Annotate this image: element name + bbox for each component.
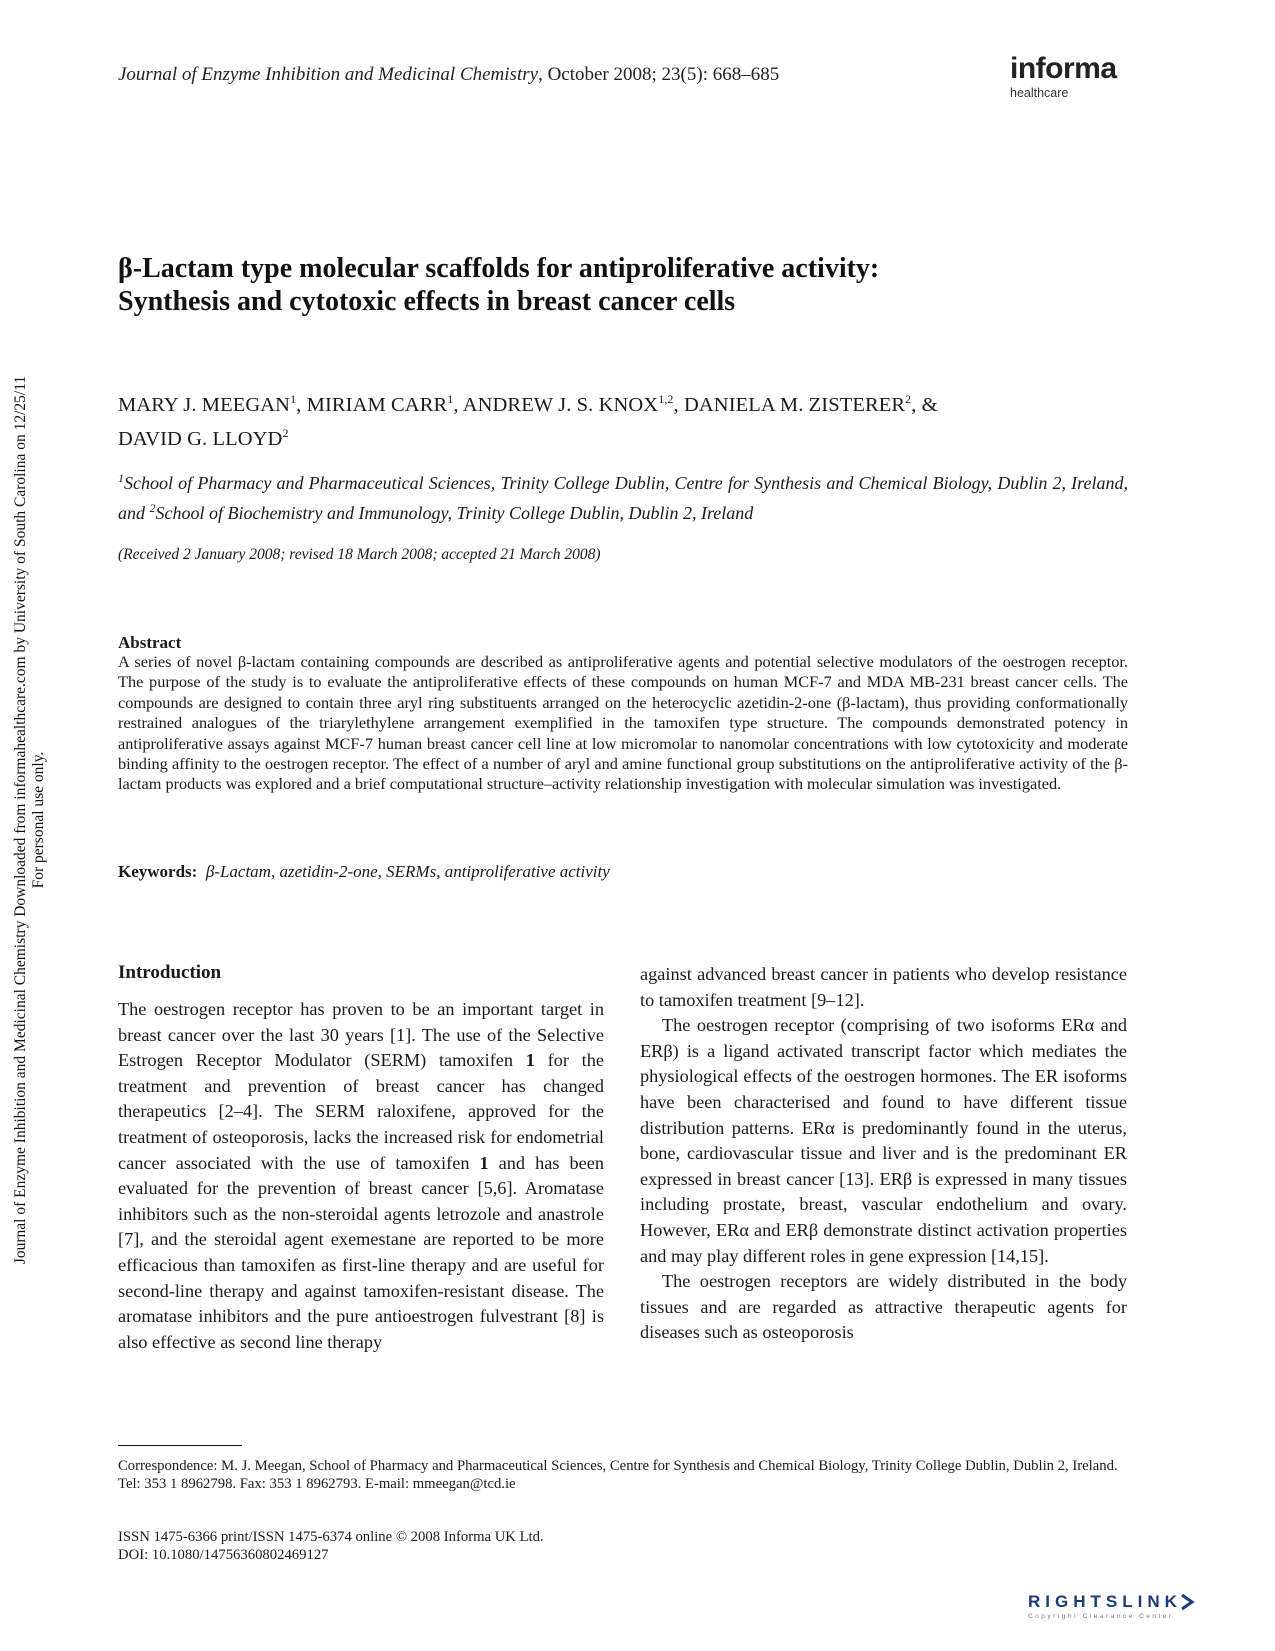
author-name: DANIELA M. ZISTERER	[683, 393, 906, 416]
publication-info	[118, 1528, 818, 1564]
footnote-divider	[118, 1445, 242, 1446]
author-affil-sup: 2	[905, 392, 912, 406]
affiliation-1: School of Pharmacy and Pharmaceutical Sciences, Trinity College Dublin, Centre for Synthesis and Chemical Biology, Dublin 2, Ireland, and	[118, 473, 1128, 523]
journal-citation	[118, 64, 779, 86]
informa-logo	[1010, 54, 1128, 100]
journal-name: Journal of Enzyme Inhibition and Medicinal Chemistry	[118, 64, 539, 85]
compound-ref: 1	[525, 1050, 535, 1071]
author-list	[118, 385, 1128, 453]
compound-ref: 1	[479, 1152, 489, 1173]
author-name: MARY J. MEEGAN	[118, 393, 291, 416]
rightslink-arrow-icon	[1180, 1593, 1196, 1611]
intro-paragraph	[118, 997, 604, 1355]
affiliation-sup: 2	[149, 501, 156, 515]
title-line-1: β-Lactam type molecular scaffolds for antiproliferative activity:	[118, 253, 880, 284]
intro-paragraph: The oestrogen receptors are widely distributed in the body tissues and are regarded as attractive therapeutic agents for diseases such as osteoporosis	[640, 1271, 1127, 1343]
logo-sub-text: healthcare	[1010, 86, 1069, 100]
author-affil-sup: 1	[447, 392, 454, 406]
affiliations	[118, 466, 1128, 526]
rightslink-logo	[1028, 1592, 1248, 1612]
abstract-heading: Abstract	[118, 633, 182, 652]
doi-line: DOI: 10.1080/14756360802469127	[118, 1547, 329, 1563]
logo-main-text: informa	[1010, 52, 1117, 85]
author-name: DAVID G. LLOYD	[118, 427, 283, 450]
author-separator: , &	[911, 393, 938, 416]
intro-text: and has been evaluated for the prevention of breast cancer [5,6]. Aromatase inhibitors such as the non-steroidal agents letrozole and anastrole [7], and the steroidal agent exemestane are reported to be more efficacious than tamoxifen as first-line therapy and are useful for second-line therapy and against tamoxifen-resistant disease. The aromatase inhibitors and the pure antioestrogen fulvestrant [8] is also effective as second line therapy	[118, 1152, 604, 1352]
author-name: MIRIAM CARR	[306, 393, 448, 416]
correspondence-note: Correspondence: M. J. Meegan, School of Pharmacy and Pharmaceutical Sciences, Centre for Synthesis and Chemical Biology, Trinity College Dublin, Dublin 2, Ireland. Tel: 353 1 8962798. Fax: 353 1 8962793. E-mail: mmeegan@tcd.ie	[118, 1458, 1118, 1492]
received-dates: (Received 2 January 2008; revised 18 March 2008; accepted 21 March 2008)	[118, 546, 601, 563]
author-affil-sup: 2	[282, 425, 289, 440]
right-column	[640, 962, 1127, 1346]
rightslink-badge[interactable]	[1028, 1592, 1248, 1630]
title-line-2: Synthesis and cytotoxic effects in breast cancer cells	[118, 286, 736, 317]
rightslink-subtext: Copyright Clearance Center	[1028, 1613, 1174, 1620]
author-separator: ,	[296, 393, 307, 416]
author-affil-sup: 1	[290, 392, 297, 406]
author-name: ANDREW J. S. KNOX	[462, 393, 659, 416]
journal-issue: , October 2008; 23(5): 668–685	[538, 64, 780, 85]
keywords-text: β-Lactam, azetidin-2-one, SERMs, antiproliferative activity	[205, 862, 610, 881]
side-note-line1: Journal of Enzyme Inhibition and Medicinal Chemistry Downloaded from informahealthcare.com by University of South Carolina on 12/25/11	[12, 375, 29, 1265]
side-note-line2: For personal use only.	[30, 751, 47, 889]
keywords	[118, 862, 1128, 882]
article-title	[118, 252, 1128, 318]
affiliation-sup: 1	[118, 471, 124, 485]
introduction-heading: Introduction	[118, 962, 222, 983]
intro-paragraph-continued: against advanced breast cancer in patients who develop resistance to tamoxifen treatment [9–12].	[640, 964, 1127, 1010]
issn-line: ISSN 1475-6366 print/ISSN 1475-6374 online © 2008 Informa UK Ltd.	[118, 1529, 544, 1545]
left-column	[118, 962, 604, 1355]
affiliation-2: School of Biochemistry and Immunology, Trinity College Dublin, Dublin 2, Ireland	[155, 503, 754, 523]
rightslink-text: RIGHTSLINK	[1028, 1592, 1182, 1611]
intro-paragraph: The oestrogen receptor (comprising of two isoforms ERα and ERβ) is a ligand activated transcript factor which mediates the physiological effects of the oestrogen hormones. The ER isoforms have been characterised and found to have different tissue distribution patterns. ERα is predominantly found in the uterus, bone, cardiovascular tissue and liver and is the predominant ER expressed in breast cancer [13]. ERβ is expressed in many tissues including prostate, breast, vascular endothelium and ovary. However, ERα and ERβ demonstrate distinct activation properties and may play different roles in gene expression [14,15].	[640, 1015, 1127, 1266]
intro-text: for the treatment and prevention of breast cancer has changed therapeutics [2–4]. The SERM raloxifene, approved for the treatment of osteoporosis, lacks the increased risk for endometrial cancer associated with the use of tamoxifen	[118, 1050, 604, 1173]
author-separator: ,	[453, 393, 463, 416]
author-affil-sup: 1,2	[658, 392, 674, 406]
intro-text: The oestrogen receptor has proven to be an important target in breast cancer over the last 30 years [1]. The use of the Selective Estrogen Receptor Modulator (SERM) tamoxifen	[118, 999, 604, 1071]
author-separator: ,	[673, 393, 684, 416]
download-side-note	[12, 340, 52, 1300]
keywords-label: Keywords:	[118, 862, 198, 881]
abstract-text: A series of novel β-lactam containing compounds are described as antiproliferative agents and potential selective modulators of the oestrogen receptor. The purpose of the study is to evaluate the antiproliferative effects of these compounds on human MCF-7 and MDA MB-231 breast cancer cells. The compounds are designed to contain three aryl ring substituents arranged on the heterocyclic azetidin-2-one (β-lactam), thus providing conformationally restrained analogues of the triarylethylene arrangement exemplified in the tamoxifen type structure. The compounds demonstrated potency in antiproliferative assays against MCF-7 human breast cancer cell line at low micromolar to nanomolar concentrations with low cytotoxicity and moderate binding affinity to the oestrogen receptor. The effect of a number of aryl and amine functional group substitutions on the antiproliferative activity of the β-lactam products was explored and a brief computational structure–activity relationship investigation with molecular simulation was investigated.	[118, 652, 1128, 794]
